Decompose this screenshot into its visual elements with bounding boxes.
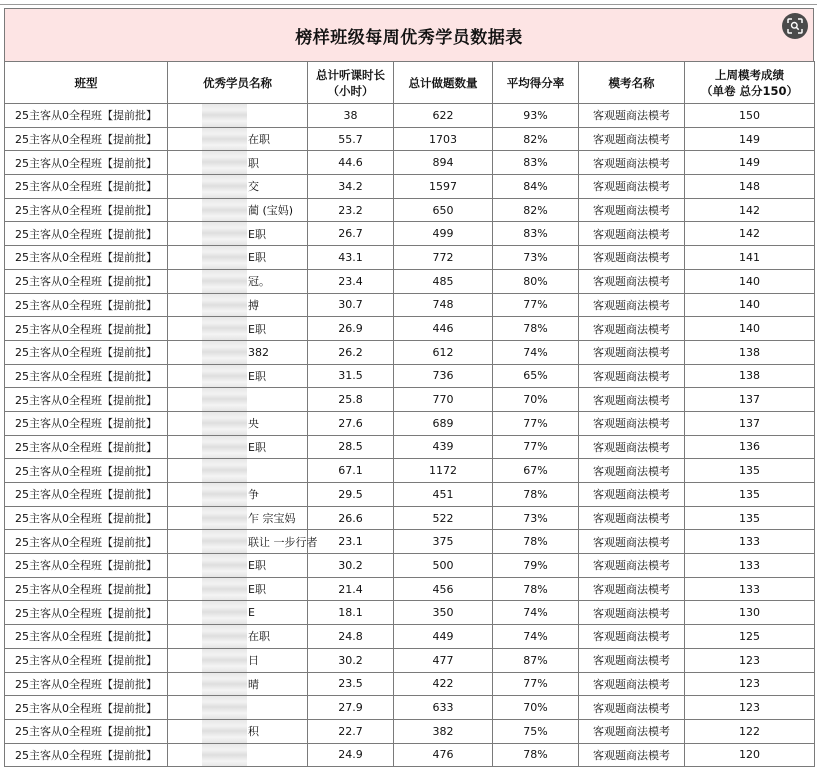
cell-questions: 485 — [394, 269, 493, 293]
cell-hours: 23.5 — [308, 672, 394, 696]
cell-hours: 26.6 — [308, 506, 394, 530]
cell-exam: 客观题商法模考 — [579, 506, 685, 530]
cell-exam: 客观题商法模考 — [579, 293, 685, 317]
cell-questions: 622 — [394, 104, 493, 128]
student-name: 晴 — [248, 677, 259, 691]
cell-student — [168, 175, 308, 199]
table-row — [5, 388, 815, 412]
cell-hours: 31.5 — [308, 364, 394, 388]
table-row — [5, 435, 815, 459]
cell-score-rate: 77% — [493, 411, 579, 435]
cell-score-rate: 73% — [493, 506, 579, 530]
cell-questions: 1703 — [394, 127, 493, 151]
cell-questions: 375 — [394, 530, 493, 554]
cell-score-rate: 77% — [493, 293, 579, 317]
cell-last-score: 123 — [685, 696, 815, 720]
table-row — [5, 222, 815, 246]
col-header-student: 优秀学员名称 — [168, 62, 308, 104]
cell-last-score: 135 — [685, 506, 815, 530]
cell-hours: 27.9 — [308, 696, 394, 720]
cell-score-rate: 78% — [493, 317, 579, 341]
cell-student — [168, 411, 308, 435]
cell-last-score: 123 — [685, 648, 815, 672]
table-row — [5, 506, 815, 530]
cell-exam: 客观题商法模考 — [579, 317, 685, 341]
col-header-hours: 总计听课时长 （小时） — [308, 62, 394, 104]
cell-hours: 26.7 — [308, 222, 394, 246]
table-row — [5, 577, 815, 601]
cell-score-rate: 70% — [493, 696, 579, 720]
cell-exam: 客观题商法模考 — [579, 577, 685, 601]
col-header-last-score: 上周模考成绩 （单卷 总分150） — [685, 62, 815, 104]
table-row — [5, 269, 815, 293]
cell-class: 25主客从0全程班【提前批】 — [5, 317, 168, 341]
cell-hours: 30.2 — [308, 648, 394, 672]
cell-exam: 客观题商法模考 — [579, 672, 685, 696]
cell-score-rate: 75% — [493, 719, 579, 743]
cell-class: 25主客从0全程班【提前批】 — [5, 246, 168, 270]
cell-score-rate: 78% — [493, 577, 579, 601]
cell-questions: 422 — [394, 672, 493, 696]
cell-exam: 客观题商法模考 — [579, 175, 685, 199]
cell-student — [168, 530, 318, 554]
student-name: 在职 — [248, 630, 270, 644]
cell-questions: 689 — [394, 411, 493, 435]
cell-questions: 772 — [394, 246, 493, 270]
table-row — [5, 198, 815, 222]
cell-last-score: 140 — [685, 269, 815, 293]
cell-last-score: 137 — [685, 411, 815, 435]
col-header-questions: 总计做题数量 — [394, 62, 493, 104]
cell-exam: 客观题商法模考 — [579, 411, 685, 435]
cell-hours: 43.1 — [308, 246, 394, 270]
cell-student — [168, 743, 308, 767]
cell-exam: 客观题商法模考 — [579, 269, 685, 293]
table-row — [5, 317, 815, 341]
scan-button[interactable] — [782, 13, 808, 39]
cell-questions: 439 — [394, 435, 493, 459]
student-table — [4, 61, 815, 767]
table-row — [5, 151, 815, 175]
cell-last-score: 138 — [685, 340, 815, 364]
cell-student — [168, 435, 308, 459]
cell-hours: 34.2 — [308, 175, 394, 199]
data-sheet — [4, 8, 814, 767]
student-name: 在职 — [248, 133, 270, 147]
student-name: E职 — [248, 227, 266, 241]
cell-score-rate: 78% — [493, 530, 579, 554]
table-row — [5, 175, 815, 199]
cell-hours: 24.8 — [308, 625, 394, 649]
cell-student — [168, 696, 308, 720]
cell-class: 25主客从0全程班【提前批】 — [5, 719, 168, 743]
cell-score-rate: 79% — [493, 554, 579, 578]
student-name: E职 — [248, 251, 266, 265]
table-row — [5, 411, 815, 435]
cell-hours: 29.5 — [308, 483, 394, 507]
cell-questions: 477 — [394, 648, 493, 672]
cell-score-rate: 74% — [493, 340, 579, 364]
table-header-row — [5, 62, 815, 104]
cell-last-score: 142 — [685, 198, 815, 222]
cell-class: 25主客从0全程班【提前批】 — [5, 175, 168, 199]
cell-hours: 23.4 — [308, 269, 394, 293]
cell-student — [168, 672, 308, 696]
student-name: 积 — [248, 725, 259, 739]
table-row — [5, 648, 815, 672]
cell-student — [168, 554, 308, 578]
table-row — [5, 601, 815, 625]
cell-last-score: 150 — [685, 104, 815, 128]
cell-score-rate: 80% — [493, 269, 579, 293]
cell-student — [168, 483, 308, 507]
cell-score-rate: 77% — [493, 435, 579, 459]
cell-class: 25主客从0全程班【提前批】 — [5, 625, 168, 649]
student-name: 交 — [248, 180, 259, 194]
cell-score-rate: 82% — [493, 198, 579, 222]
student-name: 央 — [248, 417, 259, 431]
cell-last-score: 149 — [685, 151, 815, 175]
cell-class: 25主客从0全程班【提前批】 — [5, 672, 168, 696]
cell-class: 25主客从0全程班【提前批】 — [5, 601, 168, 625]
cell-hours: 28.5 — [308, 435, 394, 459]
cell-score-rate: 74% — [493, 625, 579, 649]
cell-class: 25主客从0全程班【提前批】 — [5, 696, 168, 720]
cell-last-score: 140 — [685, 317, 815, 341]
cell-exam: 客观题商法模考 — [579, 719, 685, 743]
cell-score-rate: 78% — [493, 743, 579, 767]
cell-last-score: 148 — [685, 175, 815, 199]
cell-questions: 894 — [394, 151, 493, 175]
cell-exam: 客观题商法模考 — [579, 151, 685, 175]
cell-exam: 客观题商法模考 — [579, 198, 685, 222]
cell-class: 25主客从0全程班【提前批】 — [5, 269, 168, 293]
cell-class: 25主客从0全程班【提前批】 — [5, 127, 168, 151]
table-row — [5, 743, 815, 767]
cell-hours: 27.6 — [308, 411, 394, 435]
cell-score-rate: 67% — [493, 459, 579, 483]
cell-questions: 1597 — [394, 175, 493, 199]
student-name: E职 — [248, 583, 266, 597]
cell-score-rate: 73% — [493, 246, 579, 270]
redaction-blur — [202, 104, 247, 127]
cell-exam: 客观题商法模考 — [579, 127, 685, 151]
cell-class: 25主客从0全程班【提前批】 — [5, 530, 168, 554]
sheet-title: 榜样班级每周优秀学员数据表 — [295, 27, 523, 48]
scan-icon — [787, 18, 803, 34]
table-row — [5, 554, 815, 578]
cell-student — [168, 601, 308, 625]
cell-last-score: 136 — [685, 435, 815, 459]
cell-student — [168, 269, 308, 293]
cell-student — [168, 340, 308, 364]
cell-class: 25主客从0全程班【提前批】 — [5, 743, 168, 767]
cell-hours: 24.9 — [308, 743, 394, 767]
cell-last-score: 140 — [685, 293, 815, 317]
cell-last-score: 133 — [685, 530, 815, 554]
student-name: E职 — [248, 369, 266, 383]
cell-score-rate: 83% — [493, 151, 579, 175]
cell-hours: 18.1 — [308, 601, 394, 625]
cell-last-score: 149 — [685, 127, 815, 151]
cell-hours: 23.1 — [308, 530, 394, 554]
cell-hours: 44.6 — [308, 151, 394, 175]
cell-score-rate: 78% — [493, 483, 579, 507]
cell-hours: 30.2 — [308, 554, 394, 578]
cell-hours: 22.7 — [308, 719, 394, 743]
cell-questions: 736 — [394, 364, 493, 388]
cell-class: 25主客从0全程班【提前批】 — [5, 483, 168, 507]
cell-student — [168, 459, 308, 483]
cell-student — [168, 364, 308, 388]
cell-last-score: 123 — [685, 672, 815, 696]
table-row — [5, 459, 815, 483]
cell-exam: 客观题商法模考 — [579, 388, 685, 412]
cell-student — [168, 293, 308, 317]
cell-hours: 30.7 — [308, 293, 394, 317]
cell-hours: 38 — [308, 104, 394, 128]
cell-class: 25主客从0全程班【提前批】 — [5, 104, 168, 128]
cell-questions: 500 — [394, 554, 493, 578]
table-row — [5, 696, 815, 720]
cell-exam: 客观题商法模考 — [579, 648, 685, 672]
col-header-class: 班型 — [5, 62, 168, 104]
cell-last-score: 138 — [685, 364, 815, 388]
student-name: E职 — [248, 322, 266, 336]
table-row — [5, 246, 815, 270]
cell-hours: 21.4 — [308, 577, 394, 601]
student-name: 蔺 (宝妈) — [248, 204, 294, 218]
table-row — [5, 719, 815, 743]
cell-class: 25主客从0全程班【提前批】 — [5, 577, 168, 601]
cell-student — [168, 104, 308, 128]
col-header-exam: 模考名称 — [579, 62, 685, 104]
cell-hours: 26.9 — [308, 317, 394, 341]
cell-last-score: 135 — [685, 459, 815, 483]
cell-class: 25主客从0全程班【提前批】 — [5, 554, 168, 578]
redaction-blur — [202, 744, 247, 767]
table-row — [5, 293, 815, 317]
cell-student — [168, 127, 308, 151]
cell-student — [168, 388, 308, 412]
cell-hours: 67.1 — [308, 459, 394, 483]
cell-questions: 522 — [394, 506, 493, 530]
cell-questions: 476 — [394, 743, 493, 767]
cell-class: 25主客从0全程班【提前批】 — [5, 151, 168, 175]
cell-questions: 633 — [394, 696, 493, 720]
cell-exam: 客观题商法模考 — [579, 483, 685, 507]
student-name: 搏 — [248, 298, 259, 312]
cell-questions: 612 — [394, 340, 493, 364]
cell-exam: 客观题商法模考 — [579, 104, 685, 128]
cell-score-rate: 74% — [493, 601, 579, 625]
cell-questions: 382 — [394, 719, 493, 743]
student-name: 联让 一步行者 — [248, 535, 318, 549]
redaction-blur — [202, 459, 247, 482]
cell-class: 25主客从0全程班【提前批】 — [5, 506, 168, 530]
cell-score-rate: 77% — [493, 672, 579, 696]
cell-student — [168, 719, 308, 743]
cell-student — [168, 625, 308, 649]
cell-last-score: 137 — [685, 388, 815, 412]
table-row — [5, 625, 815, 649]
cell-student — [168, 222, 308, 246]
cell-score-rate: 84% — [493, 175, 579, 199]
table-row — [5, 127, 815, 151]
cell-class: 25主客从0全程班【提前批】 — [5, 340, 168, 364]
cell-class: 25主客从0全程班【提前批】 — [5, 411, 168, 435]
cell-student — [168, 198, 308, 222]
cell-student — [168, 151, 308, 175]
cell-exam: 客观题商法模考 — [579, 459, 685, 483]
student-name: 职 — [248, 156, 259, 170]
cell-last-score: 142 — [685, 222, 815, 246]
cell-questions: 1172 — [394, 459, 493, 483]
cell-questions: 770 — [394, 388, 493, 412]
student-name: 382 — [248, 345, 269, 359]
table-row — [5, 672, 815, 696]
cell-exam: 客观题商法模考 — [579, 554, 685, 578]
cell-exam: 客观题商法模考 — [579, 743, 685, 767]
table-row — [5, 530, 815, 554]
student-name: 争 — [248, 488, 259, 502]
cell-score-rate: 93% — [493, 104, 579, 128]
cell-exam: 客观题商法模考 — [579, 364, 685, 388]
cell-class: 25主客从0全程班【提前批】 — [5, 388, 168, 412]
student-name: E职 — [248, 559, 266, 573]
student-name: E — [248, 606, 255, 620]
window-top-border — [0, 0, 817, 5]
cell-score-rate: 82% — [493, 127, 579, 151]
cell-student — [168, 246, 308, 270]
cell-class: 25主客从0全程班【提前批】 — [5, 435, 168, 459]
cell-exam: 客观题商法模考 — [579, 435, 685, 459]
cell-exam: 客观题商法模考 — [579, 246, 685, 270]
cell-exam: 客观题商法模考 — [579, 601, 685, 625]
cell-student — [168, 577, 308, 601]
cell-questions: 449 — [394, 625, 493, 649]
cell-questions: 748 — [394, 293, 493, 317]
cell-score-rate: 87% — [493, 648, 579, 672]
cell-last-score: 133 — [685, 554, 815, 578]
title-bar — [4, 8, 814, 61]
student-name: 乍 宗宝妈 — [248, 512, 296, 526]
cell-exam: 客观题商法模考 — [579, 696, 685, 720]
cell-last-score: 141 — [685, 246, 815, 270]
cell-score-rate: 70% — [493, 388, 579, 412]
cell-last-score: 130 — [685, 601, 815, 625]
cell-hours: 25.8 — [308, 388, 394, 412]
cell-hours: 26.2 — [308, 340, 394, 364]
cell-exam: 客观题商法模考 — [579, 530, 685, 554]
cell-questions: 456 — [394, 577, 493, 601]
cell-exam: 客观题商法模考 — [579, 625, 685, 649]
cell-exam: 客观题商法模考 — [579, 222, 685, 246]
student-name: 日 — [248, 654, 259, 668]
table-row — [5, 104, 815, 128]
cell-exam: 客观题商法模考 — [579, 340, 685, 364]
table-row — [5, 483, 815, 507]
cell-questions: 451 — [394, 483, 493, 507]
cell-last-score: 120 — [685, 743, 815, 767]
cell-last-score: 133 — [685, 577, 815, 601]
cell-questions: 350 — [394, 601, 493, 625]
cell-last-score: 125 — [685, 625, 815, 649]
cell-questions: 446 — [394, 317, 493, 341]
table-row — [5, 340, 815, 364]
cell-class: 25主客从0全程班【提前批】 — [5, 293, 168, 317]
cell-student — [168, 506, 308, 530]
redaction-blur — [202, 696, 247, 719]
cell-questions: 650 — [394, 198, 493, 222]
cell-class: 25主客从0全程班【提前批】 — [5, 459, 168, 483]
cell-score-rate: 83% — [493, 222, 579, 246]
cell-class: 25主客从0全程班【提前批】 — [5, 648, 168, 672]
col-header-score-rate: 平均得分率 — [493, 62, 579, 104]
cell-student — [168, 648, 308, 672]
student-name: 冠。 — [248, 275, 270, 289]
cell-class: 25主客从0全程班【提前批】 — [5, 222, 168, 246]
cell-score-rate: 65% — [493, 364, 579, 388]
cell-hours: 55.7 — [308, 127, 394, 151]
cell-last-score: 135 — [685, 483, 815, 507]
cell-class: 25主客从0全程班【提前批】 — [5, 364, 168, 388]
cell-hours: 23.2 — [308, 198, 394, 222]
table-row — [5, 364, 815, 388]
cell-last-score: 122 — [685, 719, 815, 743]
cell-class: 25主客从0全程班【提前批】 — [5, 198, 168, 222]
student-name: E职 — [248, 440, 266, 454]
cell-student — [168, 317, 308, 341]
cell-questions: 499 — [394, 222, 493, 246]
redaction-blur — [202, 388, 247, 411]
